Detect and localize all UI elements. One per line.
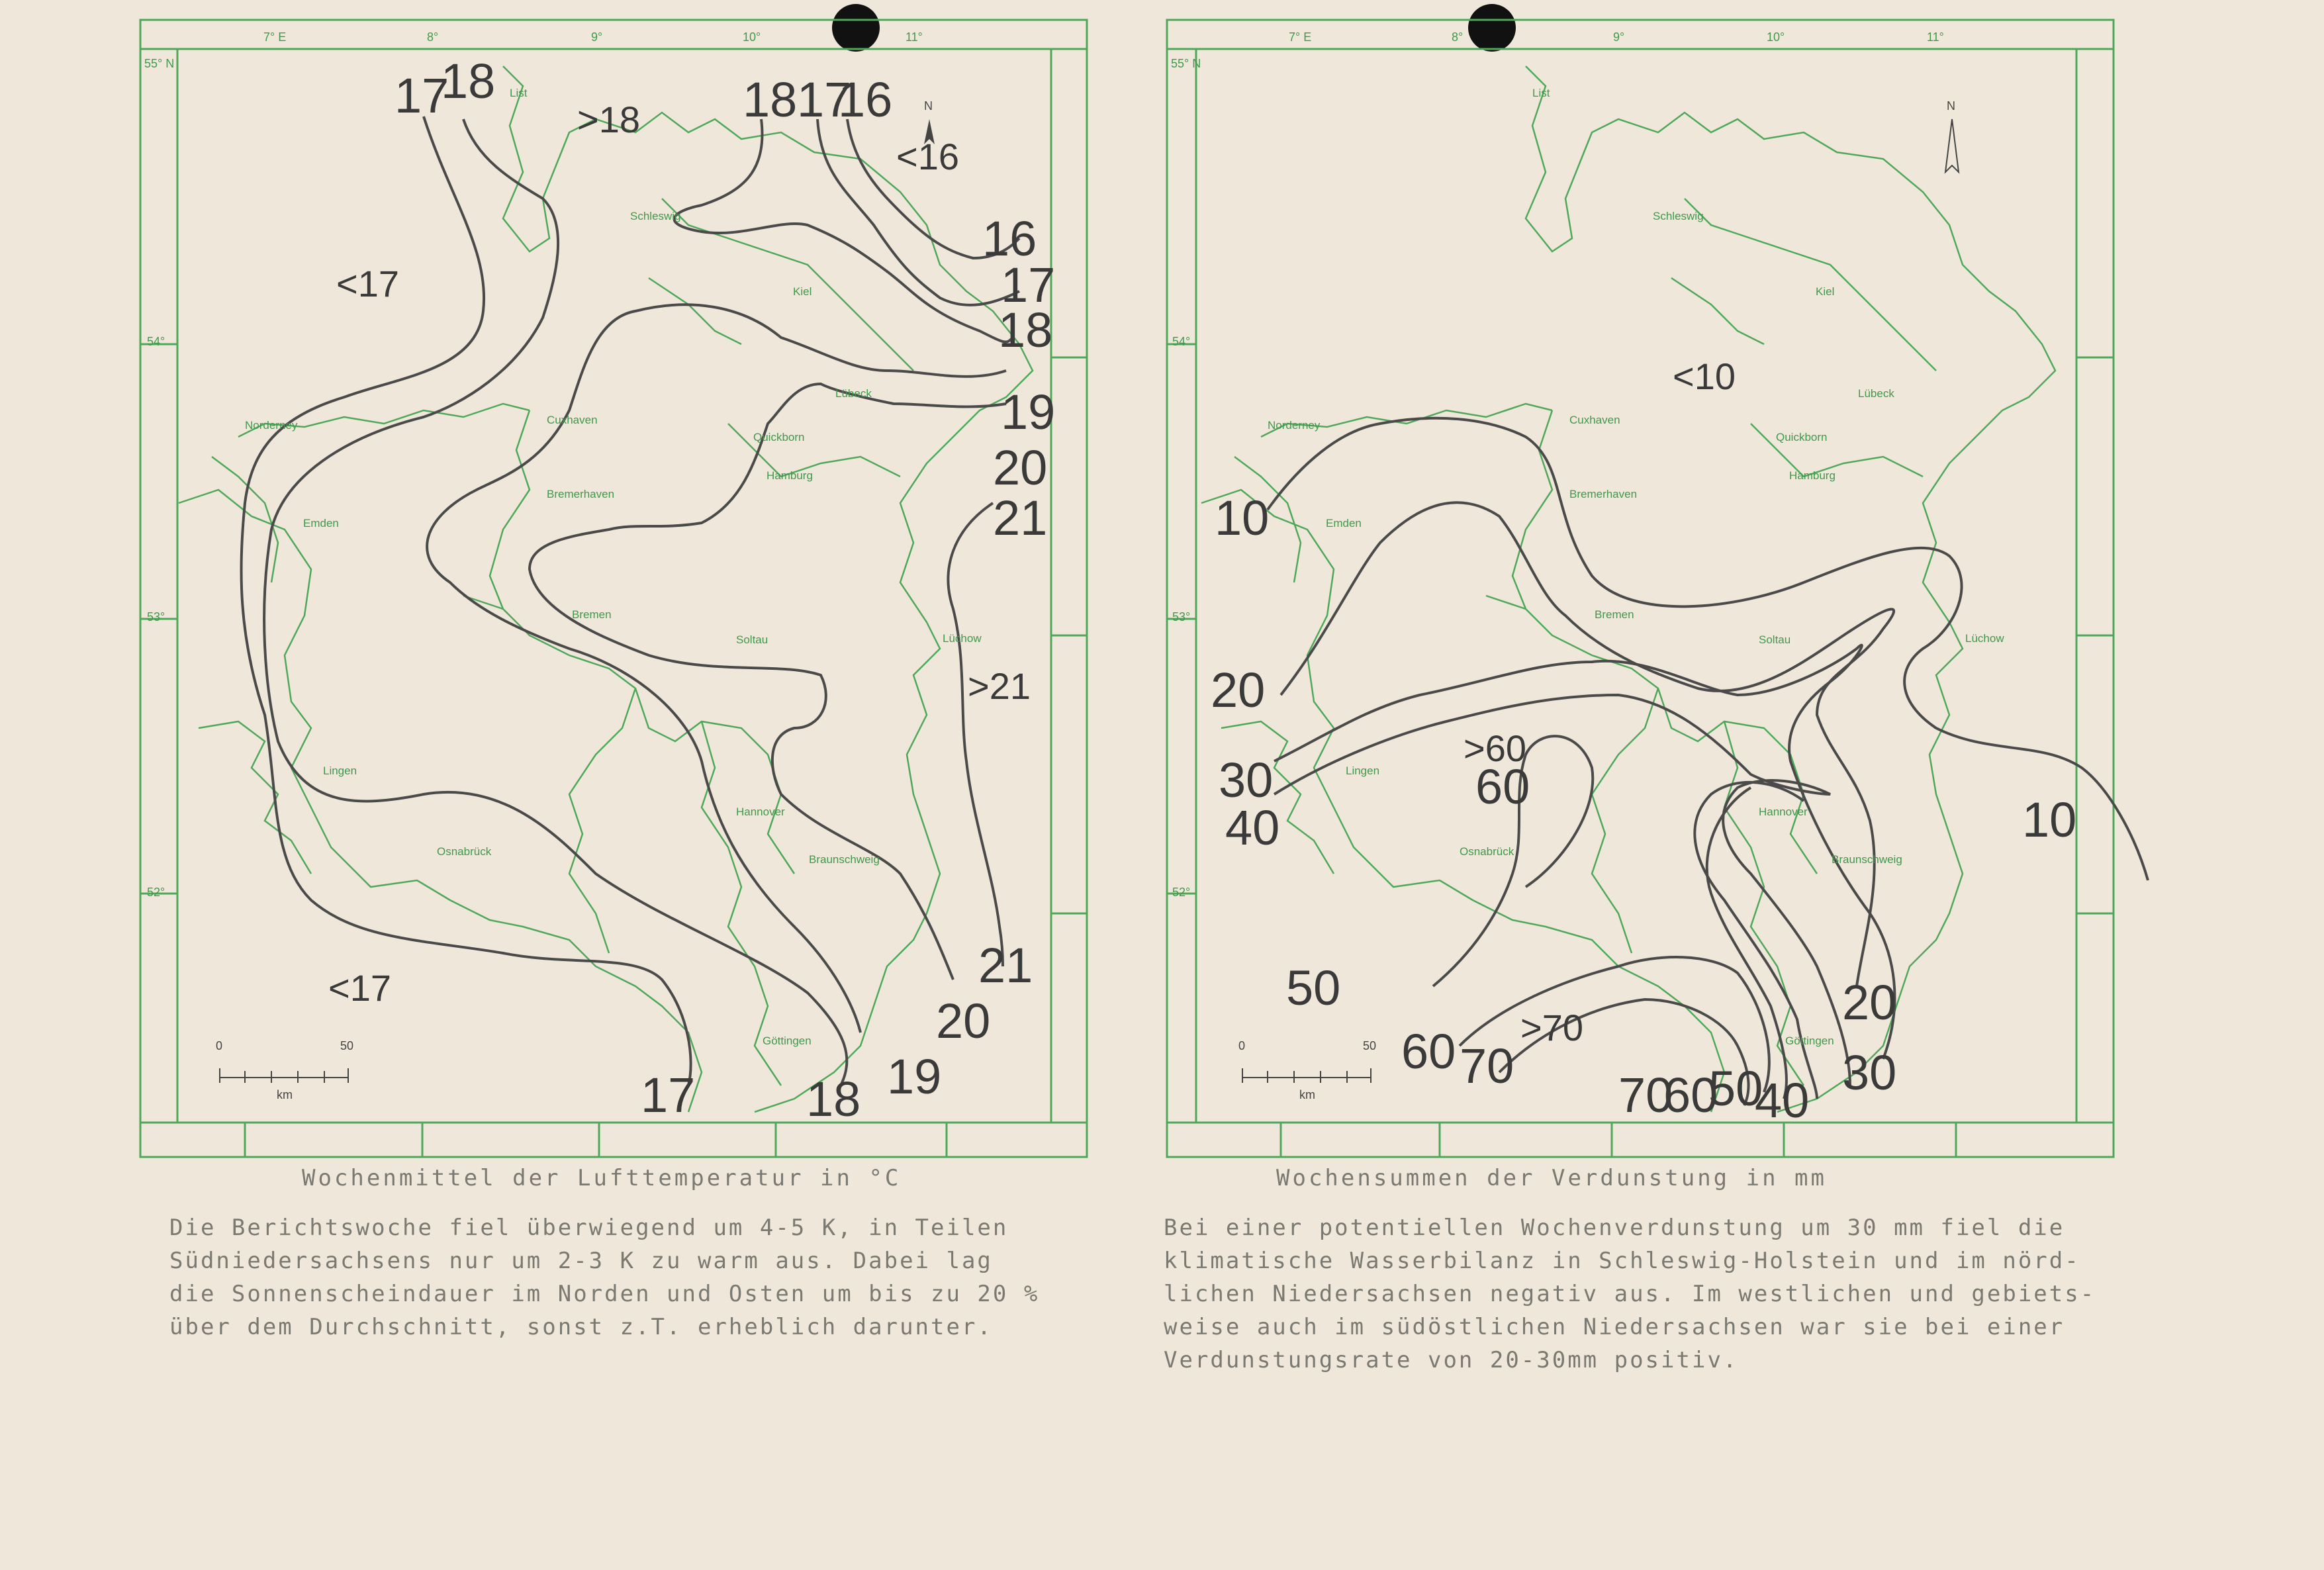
city-bremen: Bremen — [572, 608, 612, 621]
temp-label-lt17-n: <17 — [336, 263, 399, 304]
evaporation-map — [1023, 0, 2148, 1165]
evaporation-map-title: Wochensummen der Verdunstung in mm — [1276, 1165, 1827, 1191]
city-schleswig: Schleswig — [1653, 210, 1704, 222]
lon-tick-9: 9° — [1613, 30, 1625, 44]
temperature-map-title: Wochenmittel der Lufttemperatur in °C — [302, 1165, 902, 1191]
evaporation-description — [1164, 1211, 2096, 1377]
lon-tick-7: 7° E — [263, 30, 287, 44]
lon-tick-10: 10° — [1767, 30, 1785, 44]
temp-label-19-s: 19 — [887, 1049, 942, 1104]
temp-label-18-n: 18 — [743, 72, 798, 127]
evaporation-description-line: Verdunstungsrate von 20-30mm positiv. — [1164, 1347, 1739, 1373]
city-osnabrueck: Osnabrück — [1460, 845, 1514, 858]
scale-bar — [1238, 1039, 1376, 1101]
evap-label-gt70: >70 — [1520, 1007, 1583, 1048]
city-soltau: Soltau — [1759, 633, 1791, 646]
city-goettingen: Göttingen — [763, 1035, 812, 1047]
temp-label-17-nw: 17 — [395, 68, 449, 123]
city-luebeck: Lübeck — [835, 387, 872, 400]
city-cuxhaven: Cuxhaven — [547, 414, 598, 426]
temp-label-17-s: 17 — [641, 1068, 696, 1123]
temp-label-17-n: 17 — [797, 72, 852, 127]
city-schleswig: Schleswig — [630, 210, 681, 222]
scale-end: 50 — [340, 1039, 354, 1052]
evaporation-description-line: Bei einer potentiellen Wochenverdunstung um 30 mm fiel die — [1164, 1215, 2065, 1241]
temp-label-20-s: 20 — [936, 993, 991, 1048]
city-list: List — [510, 87, 528, 99]
city-bremerhaven: Bremerhaven — [547, 488, 615, 500]
city-quickborn: Quickborn — [1776, 431, 1828, 443]
lon-tick-10: 10° — [743, 30, 761, 44]
evap-label-20-se: 20 — [1842, 975, 1897, 1030]
temperature-description — [169, 1211, 1039, 1344]
lat-tick-53: 53° — [1172, 610, 1191, 623]
temp-label-lt16: <16 — [896, 136, 959, 177]
coast-and-borders — [1201, 66, 2055, 1112]
temp-label-16-n: 16 — [838, 72, 893, 127]
lon-tick-8: 8° — [1452, 30, 1464, 44]
evaporation-description-line: klimatische Wasserbilanz in Schleswig-Holstein und im nörd- — [1164, 1248, 2080, 1274]
city-soltau: Soltau — [736, 633, 768, 646]
lon-tick-11: 11° — [1927, 30, 1944, 44]
evap-label-60-s: 60 — [1401, 1024, 1456, 1079]
city-luebeck: Lübeck — [1858, 387, 1894, 400]
temperature-map — [0, 0, 1125, 1165]
scale-start: 0 — [1238, 1039, 1246, 1052]
scale-bar — [216, 1039, 353, 1101]
evap-label-60-center: 60 — [1475, 759, 1530, 814]
north-label: N — [1947, 99, 1955, 113]
city-emden: Emden — [1326, 517, 1362, 530]
scale-end: 50 — [1363, 1039, 1377, 1052]
lon-tick-8: 8° — [427, 30, 439, 44]
city-hamburg: Hamburg — [767, 469, 813, 482]
city-norderney: Norderney — [1268, 419, 1321, 432]
north-arrow-icon — [1945, 119, 1959, 172]
temp-label-18-s: 18 — [806, 1072, 861, 1127]
temp-label-21-e: 21 — [993, 490, 1048, 545]
evap-label-50-se: 50 — [1708, 1061, 1763, 1116]
scale-unit: km — [277, 1088, 293, 1101]
city-kiel: Kiel — [1816, 285, 1835, 298]
temp-label-lt17-s: <17 — [328, 967, 391, 1009]
lat-tick-53: 53° — [147, 610, 165, 623]
city-lingen: Lingen — [1346, 764, 1380, 777]
city-cuxhaven: Cuxhaven — [1569, 414, 1620, 426]
temperature-description-line: über dem Durchschnitt, sonst z.T. erheblich darunter. — [169, 1314, 993, 1340]
evaporation-description-line: lichen Niedersachsen negativ aus. Im westlichen und gebiets- — [1164, 1281, 2096, 1307]
lat-tick-54: 54° — [147, 335, 165, 348]
city-luechow: Lüchow — [1965, 632, 2004, 645]
evaporation-description-line: weise auch im südöstlichen Niedersachsen war sie bei einer — [1164, 1314, 2065, 1340]
city-bremerhaven: Bremerhaven — [1569, 488, 1638, 500]
temperature-description-line: Südniedersachsens nur um 2-3 K zu warm aus. Dabei lag — [169, 1248, 993, 1274]
city-hannover: Hannover — [1759, 806, 1808, 818]
city-labels — [245, 87, 982, 1047]
lat-tick-52: 52° — [1172, 886, 1191, 899]
city-luechow: Lüchow — [943, 632, 982, 645]
city-bremen: Bremen — [1595, 608, 1634, 621]
scale-unit: km — [1299, 1088, 1315, 1101]
temperature-description-line: die Sonnenscheindauer im Norden und Osten um bis zu 20 % — [169, 1281, 1040, 1307]
evap-label-40-se: 40 — [1755, 1073, 1810, 1128]
isolines — [241, 116, 1019, 1085]
evap-label-10-w: 10 — [1215, 490, 1270, 545]
temp-label-16-e: 16 — [982, 211, 1037, 266]
isoline-labels — [1211, 355, 2076, 1128]
temp-label-gt21: >21 — [968, 665, 1031, 707]
north-label: N — [924, 99, 933, 113]
lat-tick-55: 55° N — [1171, 57, 1201, 70]
city-emden: Emden — [303, 517, 339, 530]
city-osnabrueck: Osnabrück — [437, 845, 492, 858]
evap-label-10-e: 10 — [2022, 792, 2077, 847]
city-norderney: Norderney — [245, 419, 298, 432]
evap-label-20-w: 20 — [1211, 663, 1266, 717]
lon-tick-9: 9° — [591, 30, 603, 44]
city-hannover: Hannover — [736, 806, 785, 818]
city-kiel: Kiel — [793, 285, 812, 298]
evap-label-30-se: 30 — [1842, 1045, 1897, 1100]
evap-label-gt60: >60 — [1464, 727, 1526, 769]
city-goettingen: Göttingen — [1785, 1035, 1834, 1047]
temp-label-20-e: 20 — [993, 440, 1048, 495]
city-list: List — [1532, 87, 1550, 99]
evap-label-50-sw: 50 — [1286, 960, 1341, 1015]
evap-label-lt10: <10 — [1673, 355, 1736, 397]
lon-tick-7: 7° E — [1289, 30, 1312, 44]
lat-tick-54: 54° — [1172, 335, 1191, 348]
temperature-description-line: Die Berichtswoche fiel überwiegend um 4-5 K, in Teilen — [169, 1215, 1009, 1241]
north-arrow — [924, 99, 935, 144]
lat-tick-55: 55° N — [144, 57, 175, 70]
temp-label-17-e: 17 — [1001, 257, 1056, 312]
temp-label-19-e: 19 — [1001, 385, 1056, 439]
evap-label-70-se: 70 — [1618, 1068, 1673, 1123]
graticule-ticks — [1171, 30, 1944, 899]
city-quickborn: Quickborn — [753, 431, 805, 443]
evap-label-70-s: 70 — [1460, 1039, 1514, 1093]
city-hamburg: Hamburg — [1789, 469, 1836, 482]
temp-label-21-s: 21 — [978, 938, 1033, 993]
evap-label-40-w: 40 — [1225, 800, 1280, 855]
city-braunschweig: Braunschweig — [809, 853, 880, 866]
evap-label-60-se: 60 — [1663, 1068, 1718, 1123]
coast-and-borders — [179, 66, 1033, 1112]
city-lingen: Lingen — [323, 764, 357, 777]
graticule-ticks — [144, 30, 923, 899]
scale-start: 0 — [216, 1039, 223, 1052]
lat-tick-52: 52° — [147, 886, 165, 899]
map-frame — [140, 20, 1087, 1157]
lon-tick-11: 11° — [906, 30, 923, 44]
temp-label-18-nw: 18 — [441, 54, 496, 109]
city-braunschweig: Braunschweig — [1832, 853, 1902, 866]
evap-label-30-w: 30 — [1219, 753, 1274, 808]
temp-label-gt18: >18 — [577, 99, 640, 140]
city-labels — [1268, 87, 2004, 1047]
temp-label-18-e: 18 — [998, 302, 1053, 357]
north-arrow — [1945, 99, 1959, 172]
isolines — [1268, 418, 2148, 1105]
